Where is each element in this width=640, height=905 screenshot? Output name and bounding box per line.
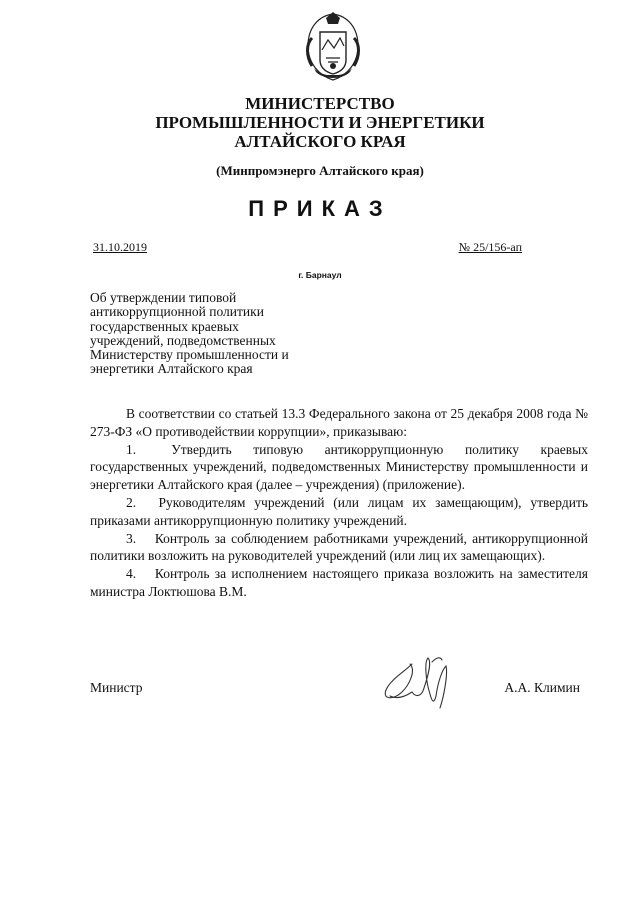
document-date: 31.10.2019 <box>93 240 147 254</box>
body-item-2: 2. Руководителям учреждений (или лицам их замещающим), утвердить приказами антикоррупционную политику учреждений. <box>90 494 588 528</box>
body-item-3: 3. Контроль за соблюдением работниками учреждений, антикоррупционной политики возложить на руководителей учреждений (или лиц их замещающих). <box>90 530 588 564</box>
ministry-line-2: ПРОМЫШЛЕННОСТИ И ЭНЕРГЕТИКИ <box>155 113 485 132</box>
signatory-position: Министр <box>90 680 143 695</box>
document-number: № 25/156-ап <box>458 240 522 254</box>
body-preamble: В соответствии со статьей 13.3 Федерального закона от 25 декабря 2008 года № 273-ФЗ «О противодействии коррупции», приказываю: <box>90 406 588 439</box>
handwritten-signature <box>376 652 462 714</box>
ministry-line-3: АЛТАЙСКОГО КРАЯ <box>234 132 406 151</box>
ministry-name <box>0 94 640 151</box>
ministry-line-1: МИНИСТЕРСТВО <box>245 94 395 113</box>
document-body <box>90 405 588 601</box>
coat-of-arms-icon <box>300 10 366 84</box>
ministry-abbreviation: (Минпромэнерго Алтайского края) <box>216 163 424 178</box>
document-type-title: ПРИКАЗ <box>248 196 392 221</box>
subject-line: антикоррупционной политики <box>90 304 264 320</box>
city-label: г. Барнаул <box>298 270 342 280</box>
subject-line: энергетики Алтайского края <box>90 361 253 377</box>
subject-line: Об утверждении типовой <box>90 290 237 305</box>
document-subject <box>90 291 330 377</box>
body-item-4: 4. Контроль за исполнением настоящего приказа возложить на заместителя министра Локтюшова В.М. <box>90 566 588 599</box>
body-item-1: 1. Утвердить типовую антикоррупционную политику краевых государственных учреждений, подведомственных Министерству промышленности и энергетики Алтайского края (далее – учреждения) (приложение). <box>90 441 588 493</box>
signatory-name: А.А. Климин <box>504 680 580 695</box>
subject-line: учреждений, подведомственных <box>90 332 276 348</box>
subject-line: Министерству промышленности и <box>90 347 289 363</box>
subject-line: государственных краевых <box>90 318 239 334</box>
